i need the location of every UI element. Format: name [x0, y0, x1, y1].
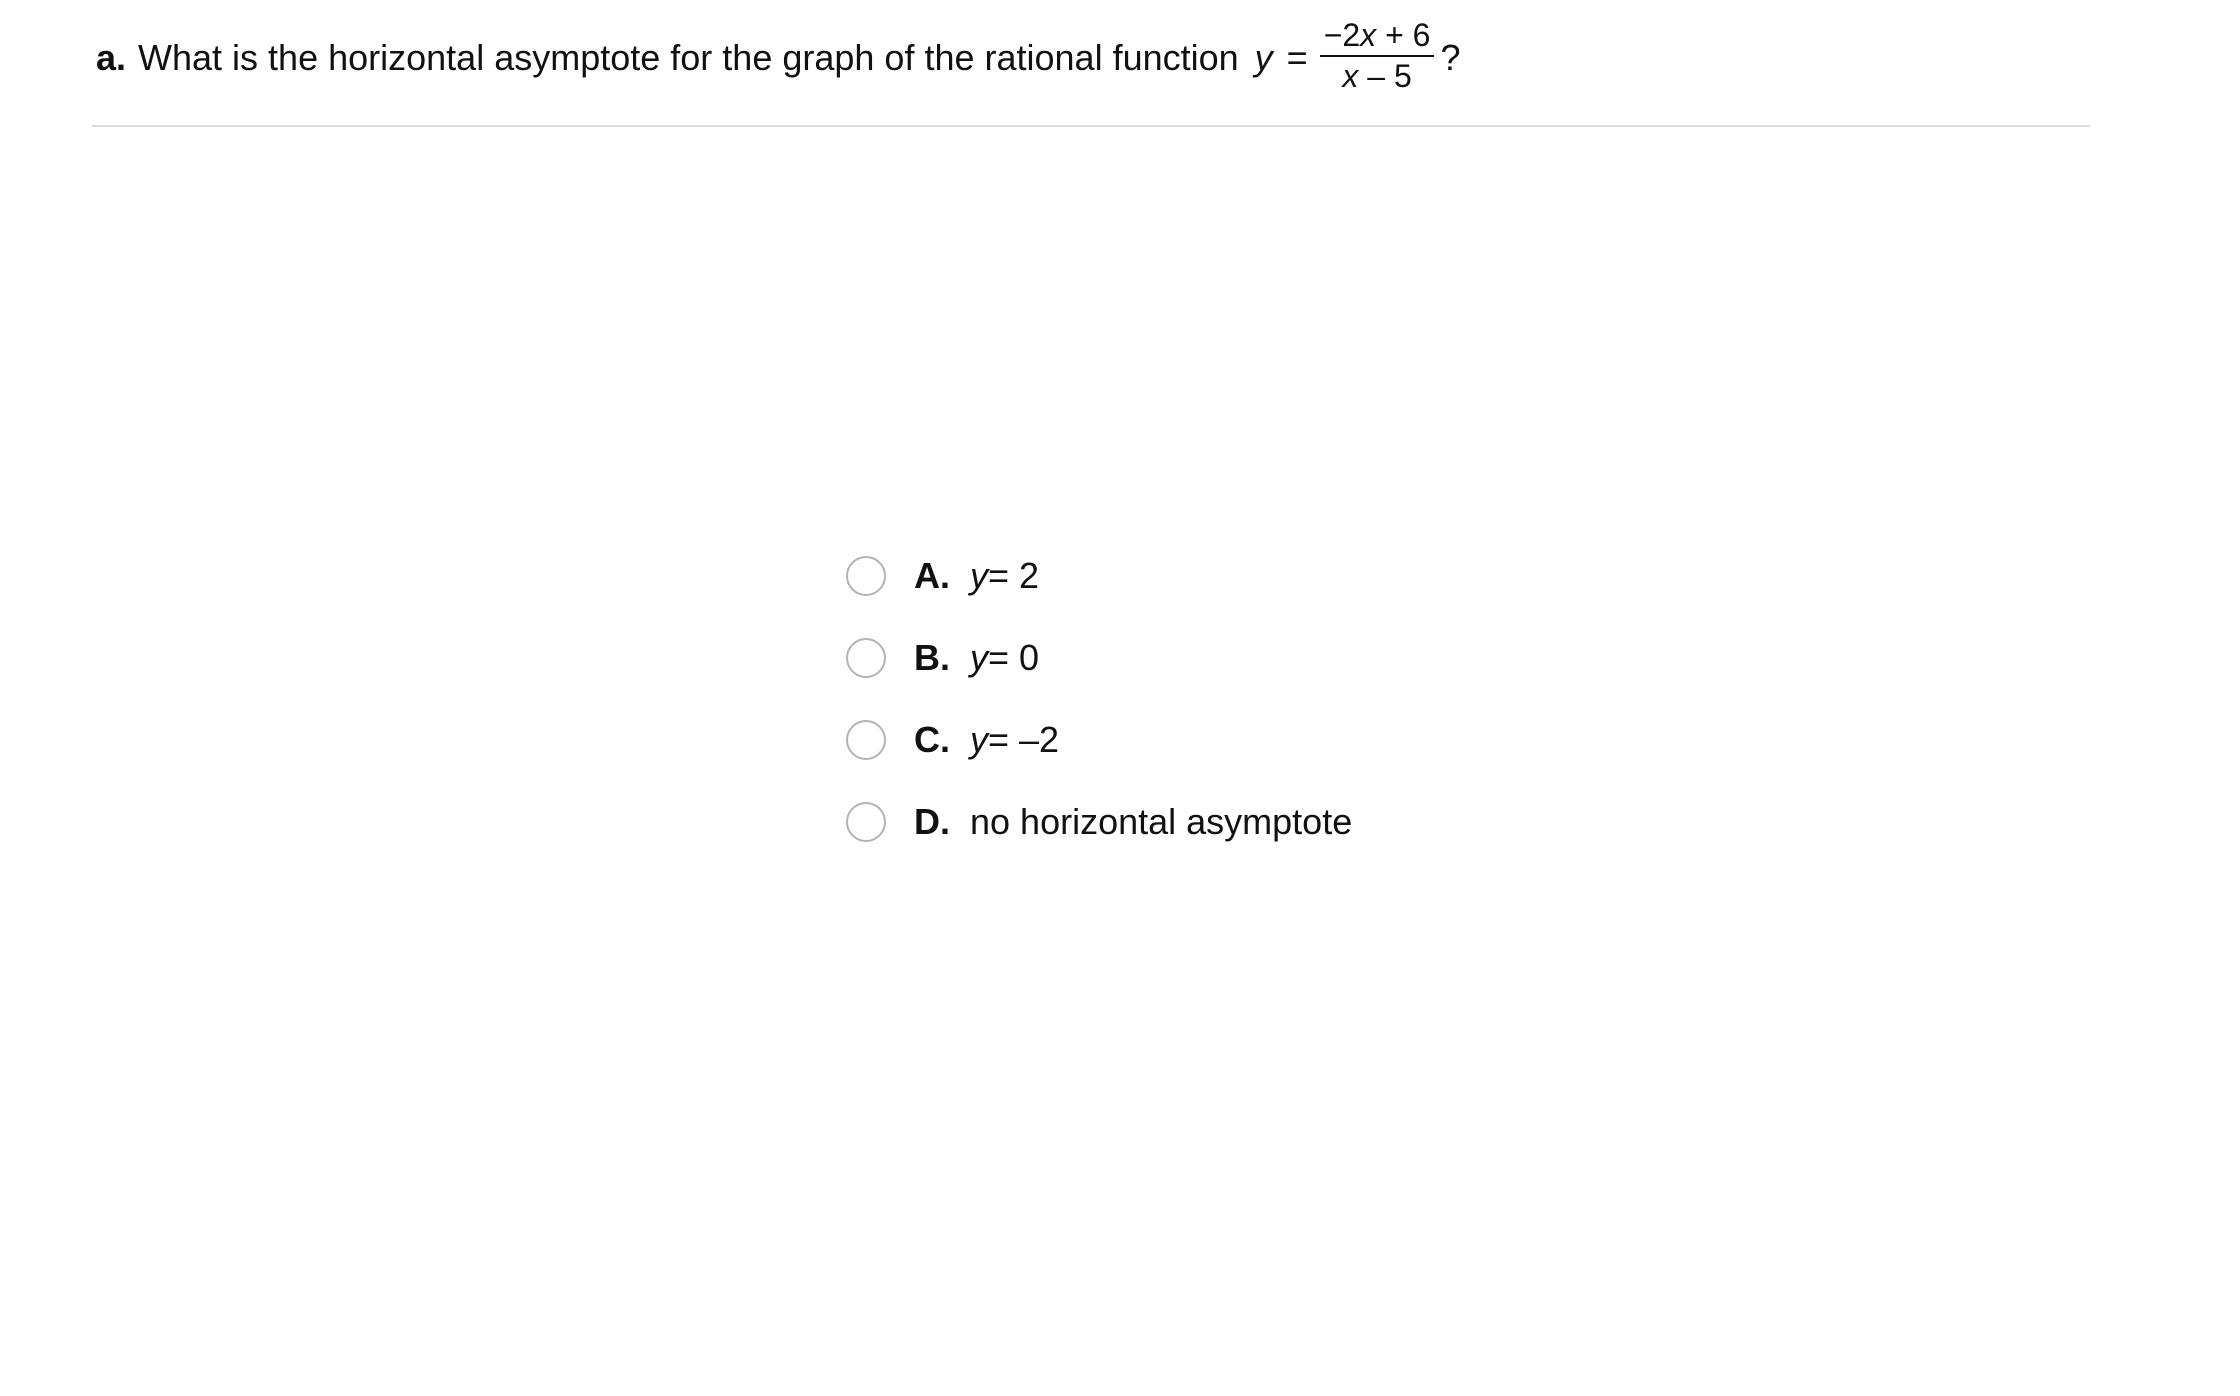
question-part-label: a.	[96, 37, 127, 78]
choice-text: = –2	[988, 719, 1060, 760]
answer-choice-a[interactable]	[846, 535, 1352, 617]
choice-text: no horizontal asymptote	[970, 801, 1353, 842]
equals-sign: =	[1286, 37, 1308, 78]
fraction-denominator: x – 5	[1342, 58, 1412, 94]
choice-letter: A.	[914, 555, 950, 596]
choice-variable: y	[970, 555, 988, 596]
radio-button-icon[interactable]	[846, 638, 886, 678]
choice-letter: D.	[914, 801, 950, 842]
answer-choice-b[interactable]	[846, 617, 1352, 699]
fraction-numerator: −2x + 6	[1320, 18, 1435, 57]
choice-text: = 2	[988, 555, 1040, 596]
answer-choice-c[interactable]	[846, 699, 1352, 781]
answer-choices	[846, 535, 1352, 863]
choice-letter: C.	[914, 719, 950, 760]
function-variable: y	[1254, 37, 1273, 78]
choice-variable: y	[970, 637, 988, 678]
question-divider	[92, 125, 2090, 127]
question-text: What is the horizontal asymptote for the graph of the rational function	[138, 37, 1239, 78]
choice-letter: B.	[914, 637, 950, 678]
choice-variable: y	[970, 719, 988, 760]
radio-button-icon[interactable]	[846, 802, 886, 842]
radio-button-icon[interactable]	[846, 720, 886, 760]
radio-button-icon[interactable]	[846, 556, 886, 596]
question-prompt	[96, 14, 1460, 102]
rational-function-fraction	[1320, 18, 1435, 94]
question-mark: ?	[1440, 37, 1461, 78]
answer-choice-d[interactable]	[846, 781, 1352, 863]
choice-text: = 0	[988, 637, 1040, 678]
